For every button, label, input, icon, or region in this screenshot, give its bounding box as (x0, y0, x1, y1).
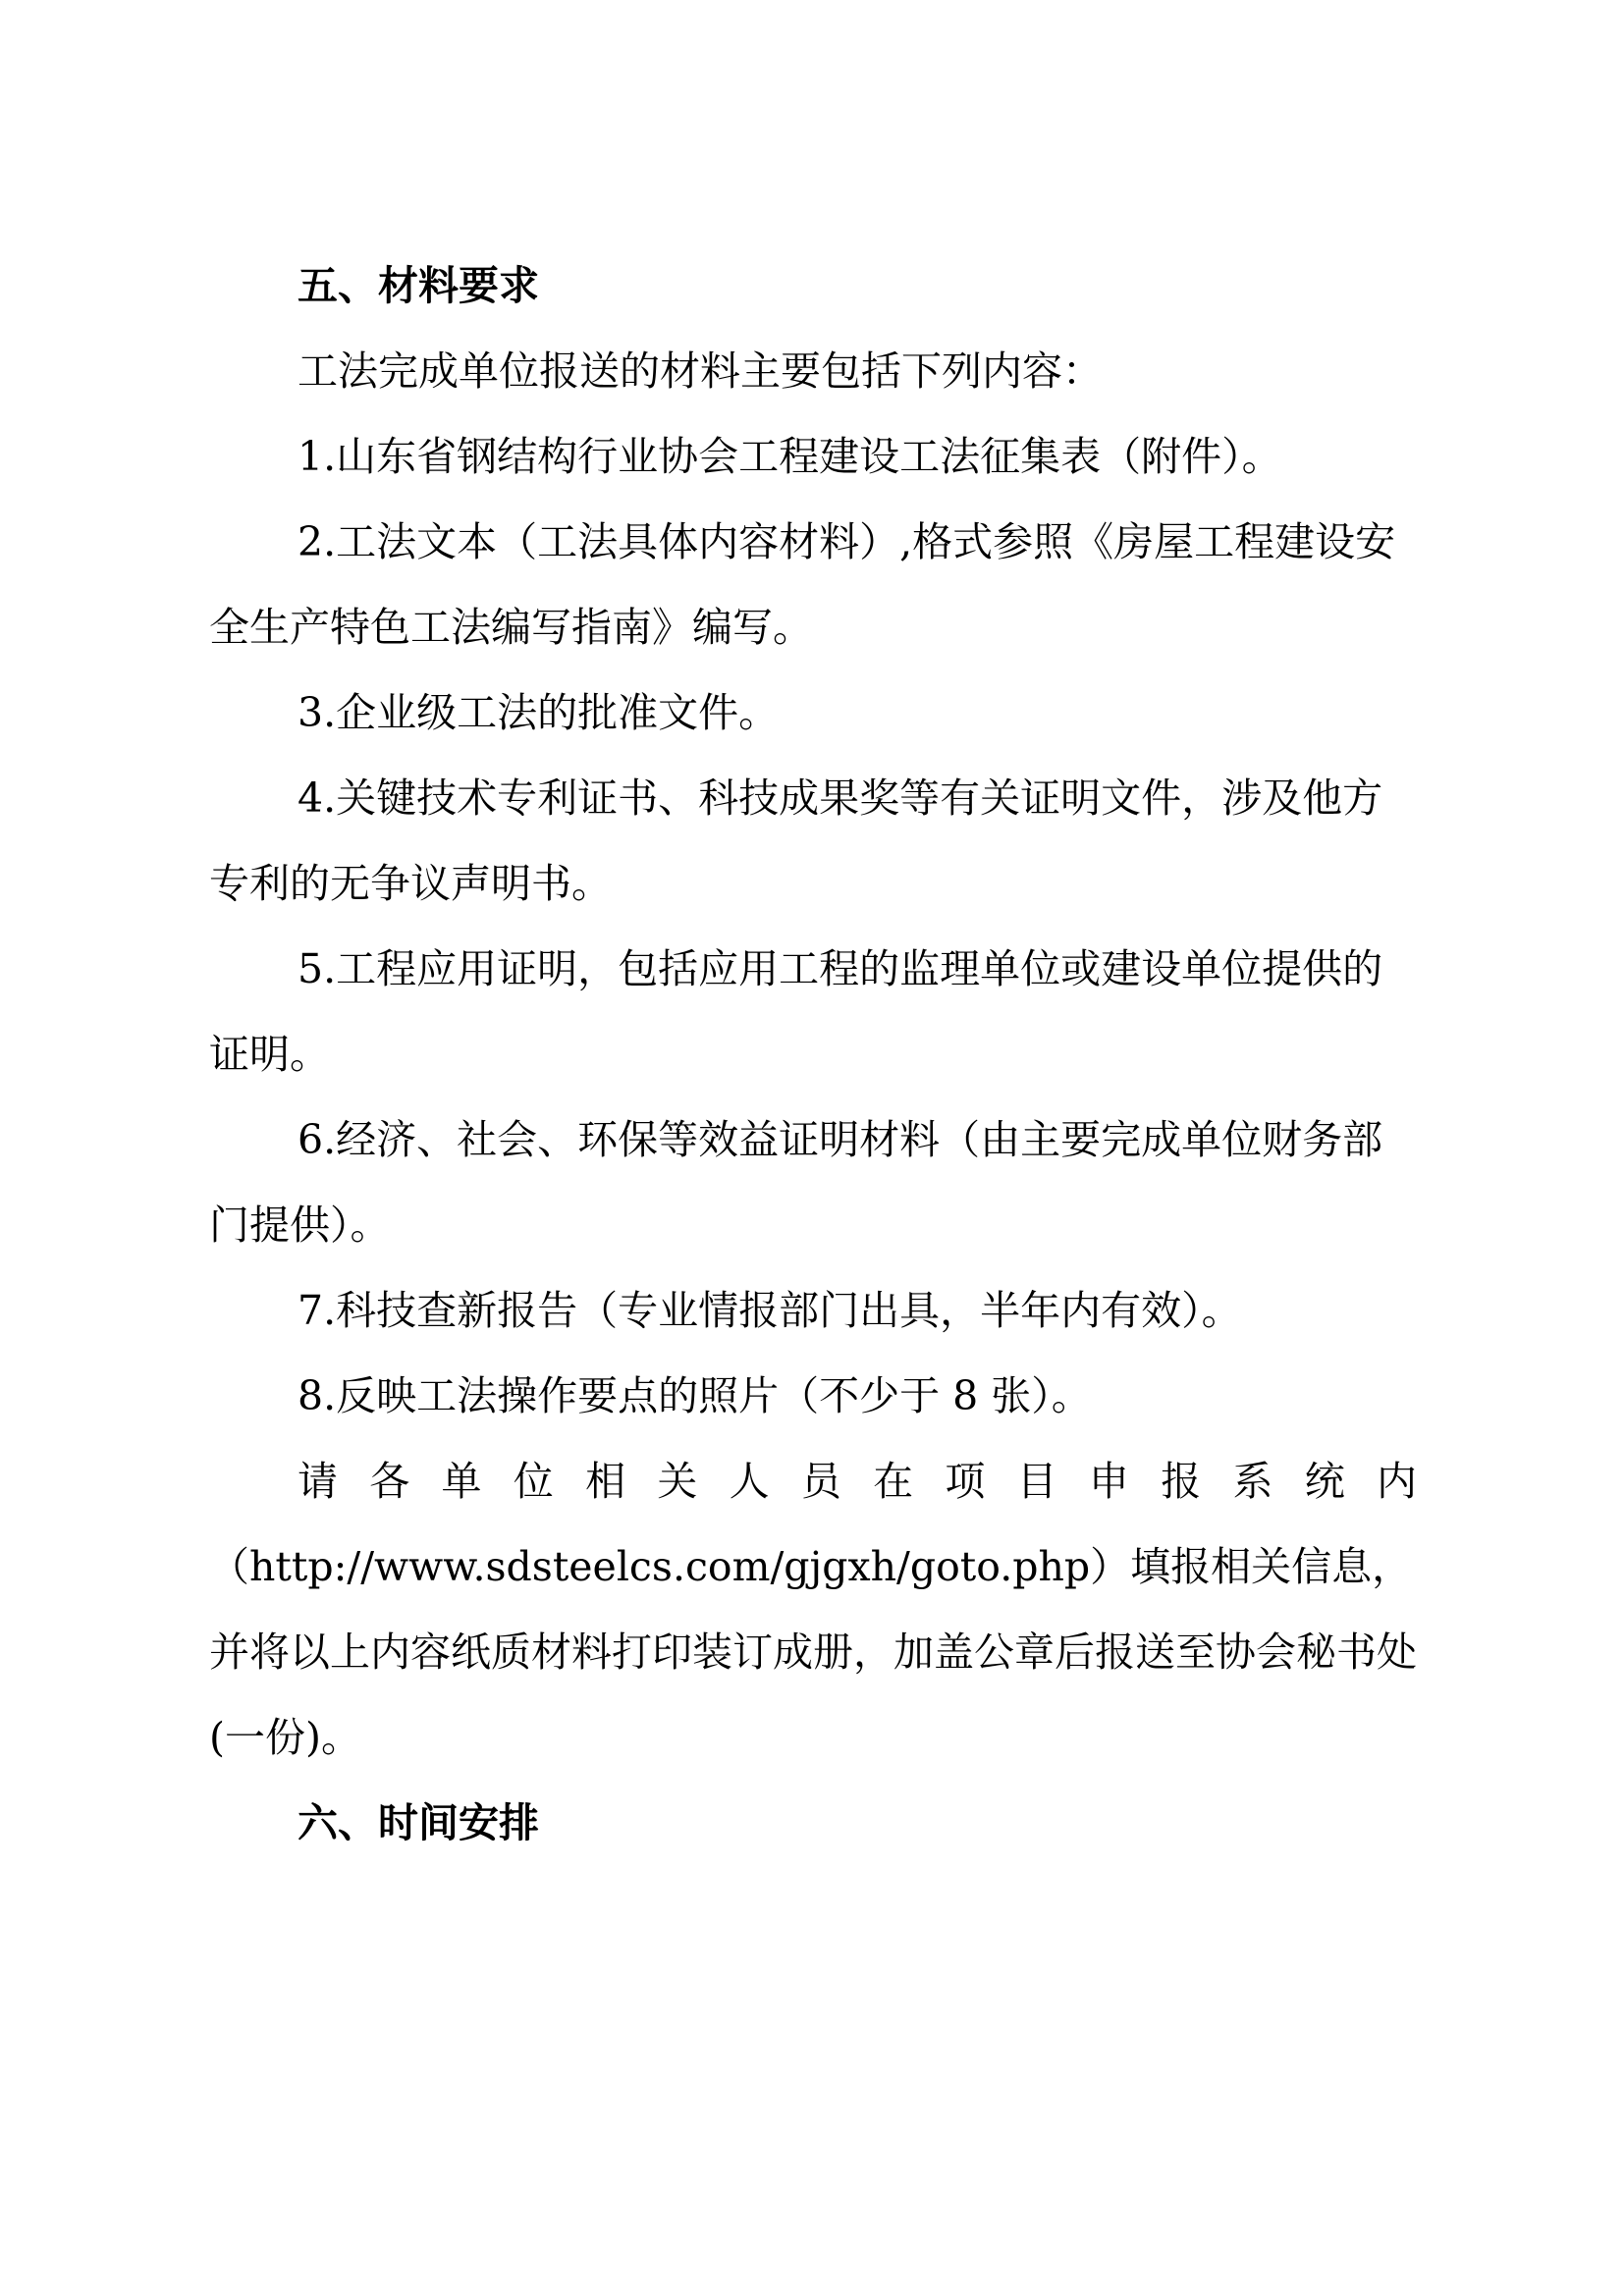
list-item: 2.工法文本（工法具体内容材料）,格式参照《房屋工程建设安全生产特色工法编写指南》编写。 (209, 518, 1396, 651)
section-heading-materials: 五、材料要求 (298, 262, 539, 309)
list-item: 8.反映工法操作要点的照片（不少于 8 张）。 (298, 1372, 1092, 1419)
list-item: 3.企业级工法的批准文件。 (298, 689, 780, 736)
list-item: 4.关键技术专利证书、科技成果奖等有关证明文件，涉及他方专利的无争议声明书。 (209, 774, 1383, 907)
intro-paragraph: 工法完成单位报送的材料主要包括下列内容： (298, 347, 1103, 395)
submission-instruction-text: （http://www.sdsteelcs.com/gjgxh/goto.php）填报相关信息，并将以上内容纸质材料打印装订成册，加盖公章后报送至协会秘书处(一份)。 (209, 1543, 1417, 1761)
list-item: 1.山东省钢结构行业协会工程建设工法征集表（附件）。 (298, 433, 1282, 480)
list-item: 5.工程应用证明，包括应用工程的监理单位或建设单位提供的证明。 (209, 945, 1383, 1078)
list-item: 6.经济、社会、环保等效益证明材料（由主要完成单位财务部门提供）。 (209, 1116, 1383, 1249)
list-item: 7.科技查新报告（专业情报部门出具，半年内有效）。 (298, 1287, 1242, 1334)
section-heading-schedule: 六、时间安排 (298, 1799, 539, 1846)
document-body (209, 243, 1417, 1866)
submission-instruction-line: 请各单位相关人员在项目申报系统内 (298, 1458, 1417, 1505)
